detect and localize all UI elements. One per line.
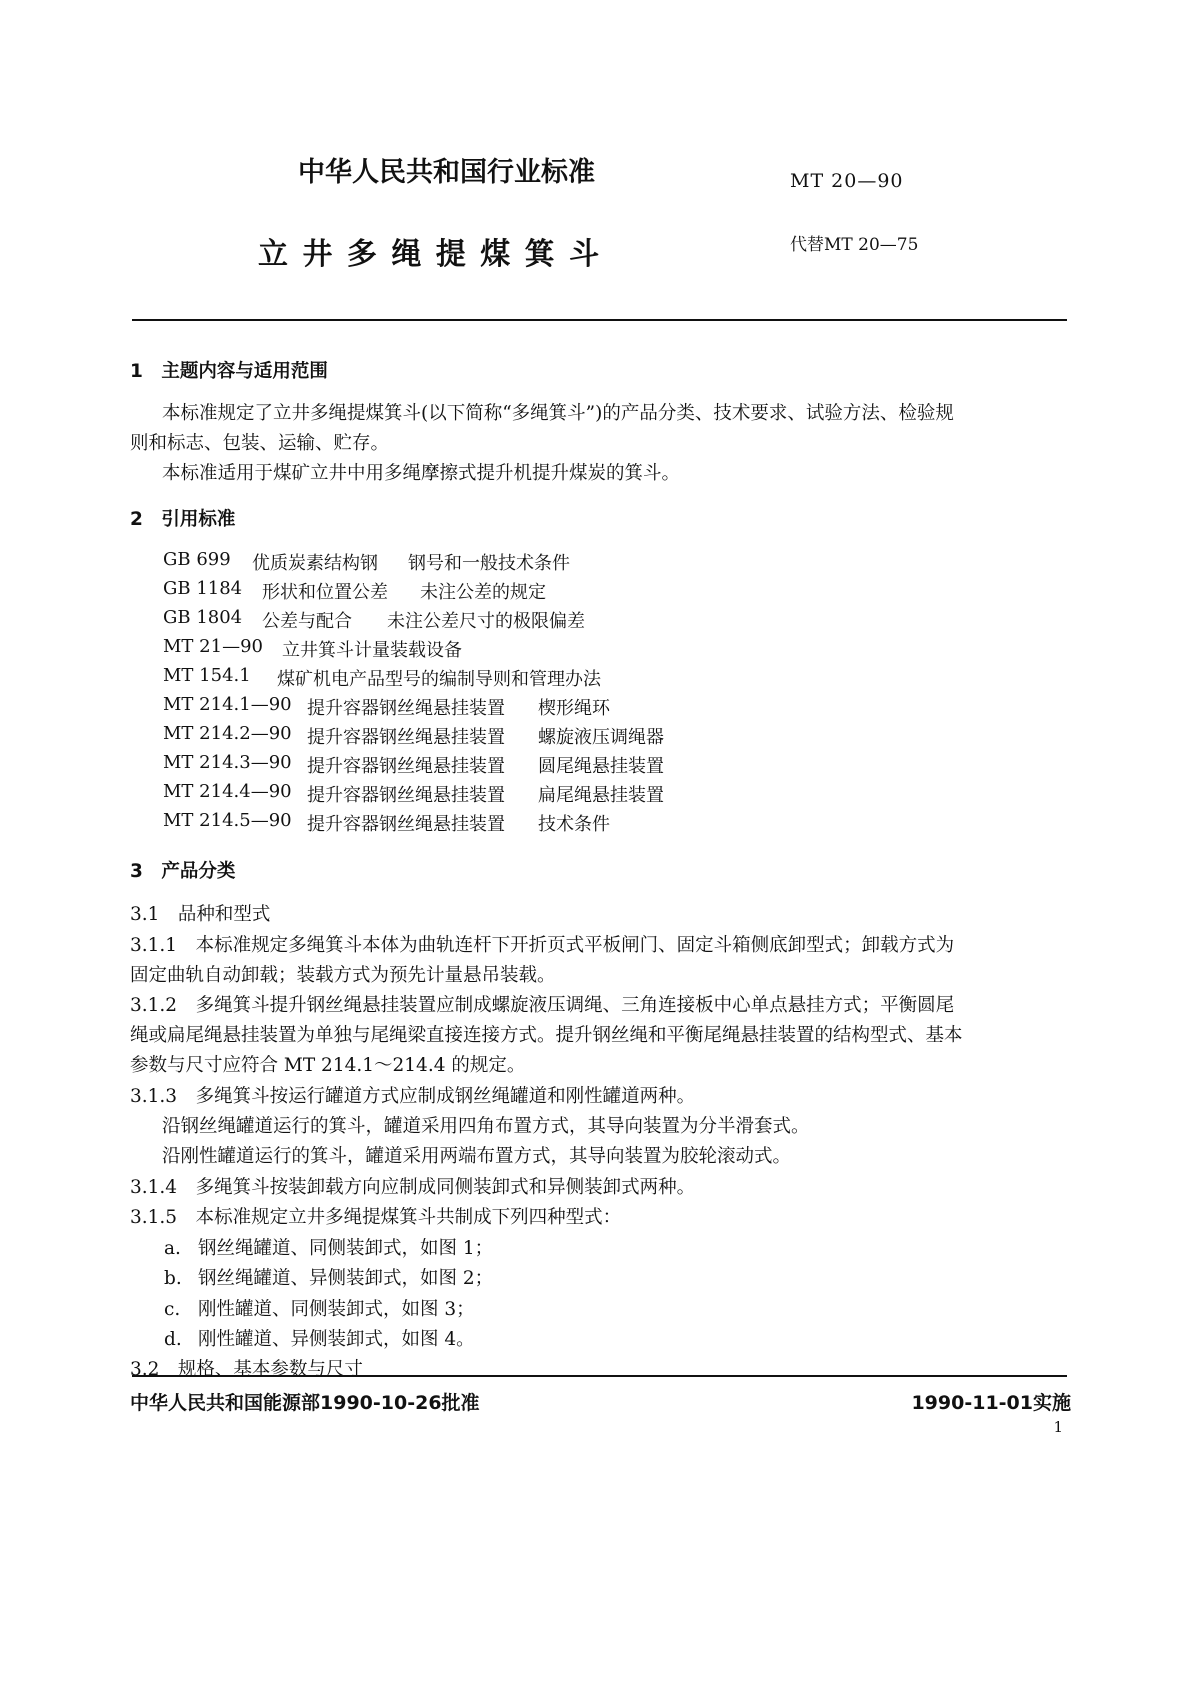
header-divider [132,319,1067,321]
reference-subtitle: 楔形绳环 [538,698,610,719]
reference-subtitle: 未注公差的规定 [420,582,546,603]
clause-3-1-2-line: 参数与尺寸应符合 MT 214.1～214.4 的规定。 [130,1055,526,1076]
page-number: 1 [1053,1418,1063,1436]
reference-code: MT 214.2—90 [163,723,292,744]
clause-3-1-1-line: 固定曲轨自动卸载；装载方式为预先计量悬吊装载。 [130,965,556,986]
section-1-paragraph-line: 则和标志、包装、运输、贮存。 [130,433,390,454]
type-marker: a. [164,1238,181,1259]
reference-code: GB 699 [163,549,231,570]
reference-code: MT 154.1 [163,665,251,686]
clause-3-1-1-line: 3.1.1 本标准规定多绳箕斗本体为曲轨连杆下开折页式平板闸门、固定斗箱侧底卸型式；卸载方式为 [130,935,955,956]
reference-title: 优质炭素结构钢 [252,553,378,574]
type-item: 钢丝绳罐道、同侧装卸式，如图 1； [198,1238,494,1259]
section-1-paragraph-line: 本标准规定了立井多绳提煤箕斗(以下简称“多绳箕斗”)的产品分类、技术要求、试验方法、检验规 [162,403,954,424]
clause-3-1: 3.1 品种和型式 [130,904,271,925]
clause-3-1-2-line: 绳或扁尾绳悬挂装置为单独与尾绳梁直接连接方式。提升钢丝绳和平衡尾绳悬挂装置的结构型式、基本 [130,1025,963,1046]
reference-title: 提升容器钢丝绳悬挂装置 [307,698,505,719]
clause-3-1-5: 3.1.5 本标准规定立井多绳提煤箕斗共制成下列四种型式： [130,1207,622,1228]
reference-code: MT 214.5—90 [163,810,292,831]
reference-title: 形状和位置公差 [262,582,388,603]
replaces-standard: 代替MT 20—75 [790,235,919,255]
approval-line: 中华人民共和国能源部1990-10-26批准 [130,1392,480,1414]
type-marker: c. [164,1299,181,1320]
type-marker: b. [164,1268,182,1289]
reference-code: MT 214.4—90 [163,781,292,802]
effective-date: 1990-11-01实施 [911,1392,1071,1414]
type-marker: d. [164,1329,182,1350]
reference-subtitle: 未注公差尺寸的极限偏差 [387,611,585,632]
reference-title: 提升容器钢丝绳悬挂装置 [307,756,505,777]
reference-title: 立井箕斗计量装载设备 [282,640,462,661]
clause-3-1-3-line: 3.1.3 多绳箕斗按运行罐道方式应制成钢丝绳罐道和刚性罐道两种。 [130,1086,696,1107]
footer-divider [132,1375,1067,1377]
section-3-heading: 3 产品分类 [130,861,236,882]
reference-title: 煤矿机电产品型号的编制导则和管理办法 [277,669,601,690]
type-item: 刚性罐道、同侧装卸式，如图 3； [198,1299,475,1320]
reference-title: 提升容器钢丝绳悬挂装置 [307,814,505,835]
clause-3-1-2-line: 3.1.2 多绳箕斗提升钢丝绳悬挂装置应制成螺旋液压调绳、三角连接板中心单点悬挂方式；平衡圆尾 [130,995,955,1016]
reference-title: 公差与配合 [262,611,352,632]
reference-subtitle: 扁尾绳悬挂装置 [538,785,664,806]
reference-subtitle: 圆尾绳悬挂装置 [538,756,664,777]
section-1-paragraph: 本标准适用于煤矿立井中用多绳摩擦式提升机提升煤炭的箕斗。 [162,463,681,484]
reference-subtitle: 技术条件 [538,814,610,835]
section-2-heading: 2 引用标准 [130,509,236,530]
type-item: 刚性罐道、异侧装卸式，如图 4。 [198,1329,475,1350]
reference-title: 提升容器钢丝绳悬挂装置 [307,785,505,806]
clause-3-1-4: 3.1.4 多绳箕斗按装卸载方向应制成同侧装卸式和异侧装卸式两种。 [130,1177,696,1198]
reference-subtitle: 螺旋液压调绳器 [538,727,664,748]
document-title: 立 井 多 绳 提 煤 箕 斗 [258,237,602,272]
reference-code: MT 214.1—90 [163,694,292,715]
type-item: 钢丝绳罐道、异侧装卸式，如图 2； [198,1268,494,1289]
reference-code: GB 1804 [163,607,243,628]
reference-title: 提升容器钢丝绳悬挂装置 [307,727,505,748]
standard-code: MT 20—90 [790,170,904,192]
section-1-heading: 1 主题内容与适用范围 [130,361,328,382]
clause-3-1-3-line: 沿刚性罐道运行的箕斗，罐道采用两端布置方式，其导向装置为胶轮滚动式。 [162,1146,792,1167]
reference-code: GB 1184 [163,578,243,599]
clause-3-1-3-line: 沿钢丝绳罐道运行的箕斗，罐道采用四角布置方式，其导向装置为分半滑套式。 [162,1116,810,1137]
reference-code: MT 21—90 [163,636,263,657]
reference-subtitle: 钢号和一般技术条件 [408,553,570,574]
org-title: 中华人民共和国行业标准 [298,157,595,188]
reference-code: MT 214.3—90 [163,752,292,773]
clause-3-2: 3.2 规格、基本参数与尺寸 [130,1359,363,1380]
